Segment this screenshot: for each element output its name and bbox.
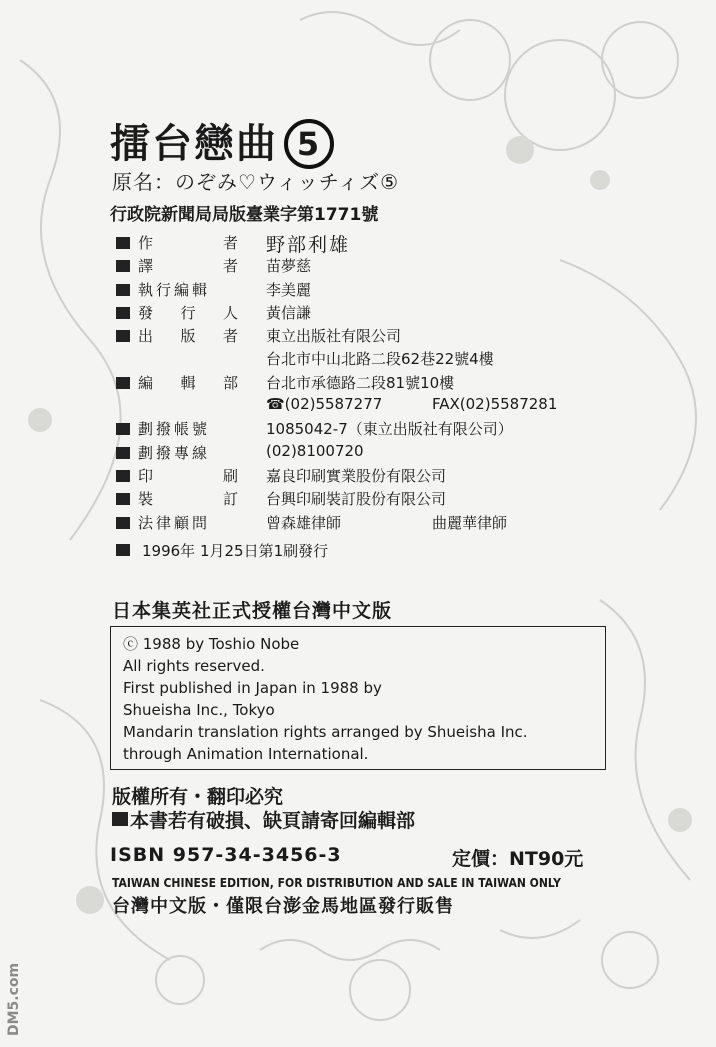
credit-label-char: 裝 (138, 490, 154, 509)
credit-label-char: 印 (138, 466, 154, 485)
credit-label-char: 刷 (222, 466, 238, 485)
authorization-notice: 日本集英社正式授權台灣中文版 (112, 600, 393, 622)
bullet-square (116, 447, 130, 459)
copyright-line: First published in Japan in 1988 by (123, 679, 382, 697)
credit-label (138, 465, 238, 486)
credit-row (112, 325, 612, 348)
taiwan-edition-chinese: 台灣中文版・僅限台澎金馬地區發行販售 (112, 896, 454, 917)
dm5-watermark-logo (2, 940, 24, 1040)
credit-row (112, 348, 612, 371)
heart-icon: ♡ (238, 170, 257, 194)
price: 定價：NT90元 (452, 848, 584, 870)
credit-label (138, 418, 238, 439)
taiwan-edition-english: TAIWAN CHINESE EDITION, FOR DISTRIBUTION AND SALE IN TAIWAN ONLY (112, 876, 561, 890)
credit-label-char: 者 (222, 257, 238, 276)
credit-label-char: 執行編輯 (138, 280, 211, 299)
credit-row (112, 442, 612, 465)
bullet-square (116, 260, 130, 272)
credit-label (138, 372, 238, 393)
copyright-line: Mandarin translation rights arranged by Shueisha Inc. (123, 723, 528, 741)
credit-label-char: 劃撥帳號 (138, 420, 211, 439)
credit-label-char: 輯 (180, 373, 196, 392)
credit-label-char: 者 (222, 234, 238, 252)
original-title-text: 原名：のぞみ (112, 170, 238, 194)
credit-label (138, 488, 238, 509)
bullet-square (116, 423, 130, 435)
credit-label (138, 255, 238, 276)
title-text: 擂台戀曲 (110, 121, 278, 167)
credit-label (138, 442, 238, 463)
copyright-line: ⓒ 1988 by Toshio Nobe (123, 635, 300, 653)
registration-number: 行政院新聞局局版臺業字第1771號 (110, 205, 379, 225)
credit-label-char: 部 (222, 373, 238, 392)
credit-value: 嘉良印刷實業股份有限公司 (266, 466, 447, 485)
credit-label-char: 人 (222, 303, 238, 322)
credit-label-char: 訂 (222, 490, 238, 509)
credit-row (112, 279, 612, 302)
credit-label (138, 302, 238, 323)
credit-row (112, 395, 612, 418)
credit-value: 曾森雄律師 (266, 513, 342, 532)
bullet-square (116, 470, 130, 482)
credit-value: 李美麗 (266, 280, 312, 299)
bullet-square (116, 493, 130, 505)
damage-text: 本書若有破損、缺頁請寄回編輯部 (130, 810, 416, 832)
copyright-box (110, 626, 606, 770)
bullet-square (116, 307, 130, 319)
copyright-line: All rights reserved. (123, 657, 265, 675)
credit-value-secondary: 曲麗華律師 (432, 513, 508, 532)
credit-label-char: 劃撥專線 (138, 443, 211, 462)
pub-date-text: 1996年 1月25日第1刷發行 (142, 542, 329, 560)
credit-value-secondary: FAX(02)5587281 (432, 395, 558, 414)
bullet-square (116, 377, 130, 389)
credit-label-char: 版 (180, 327, 196, 346)
credit-value: 苗夢慈 (266, 257, 312, 276)
rights-notice: 版權所有・翻印必究 (112, 786, 284, 808)
credit-value: 台北市中山北路二段62巷22號4樓 (266, 350, 494, 369)
bullet-square (116, 517, 130, 529)
credit-row (112, 512, 612, 535)
credit-value: 東立出版社有限公司 (266, 327, 402, 346)
credit-row (112, 465, 612, 488)
credit-value: 1085042-7（東立出版社有限公司） (266, 420, 513, 439)
credit-label-char: 作 (138, 234, 154, 252)
bullet-square (116, 284, 130, 296)
credit-label (138, 325, 238, 346)
volume-number: 5 (284, 119, 334, 169)
publication-date (112, 540, 328, 561)
credit-value: 黃信謙 (266, 303, 312, 322)
isbn: ISBN 957-34-3456-3 (110, 844, 342, 866)
damage-notice (112, 806, 415, 833)
credit-value: 台興印刷裝訂股份有限公司 (266, 490, 447, 509)
credit-value: 野部利雄 (266, 234, 351, 256)
bullet-square (116, 330, 130, 342)
bullet-square (116, 544, 130, 556)
credit-value: 台北市承德路二段81號10樓 (266, 373, 455, 392)
credit-row (112, 232, 612, 255)
bullet-square (112, 812, 128, 826)
book-title (110, 112, 334, 169)
copyright-line: Shueisha Inc., Tokyo (123, 701, 275, 719)
credit-row (112, 488, 612, 511)
bullet-square (116, 237, 130, 249)
credit-label-char: 發 (138, 303, 154, 322)
credit-value: (02)8100720 (266, 441, 364, 460)
credit-row (112, 302, 612, 325)
credit-label-char: 法律顧問 (138, 513, 211, 532)
credit-label-char: 行 (180, 303, 196, 322)
credit-row (112, 255, 612, 278)
credit-label-char: 編 (138, 373, 154, 392)
original-title (112, 166, 399, 195)
credit-value: ☎(02)5587277 (266, 395, 383, 414)
credit-label (138, 512, 238, 533)
credit-row (112, 372, 612, 395)
credit-label-char: 出 (138, 327, 154, 346)
credit-label (138, 232, 238, 253)
credit-label (138, 279, 238, 300)
credits-list (112, 232, 612, 535)
svg-text:DM5.com: DM5.com (6, 962, 22, 1036)
credit-row (112, 418, 612, 441)
copyright-line: through Animation International. (123, 745, 369, 763)
original-title-rest: ウィッチィズ⑤ (256, 170, 400, 194)
credit-label-char: 者 (222, 327, 238, 346)
credit-label-char: 譯 (138, 257, 154, 276)
